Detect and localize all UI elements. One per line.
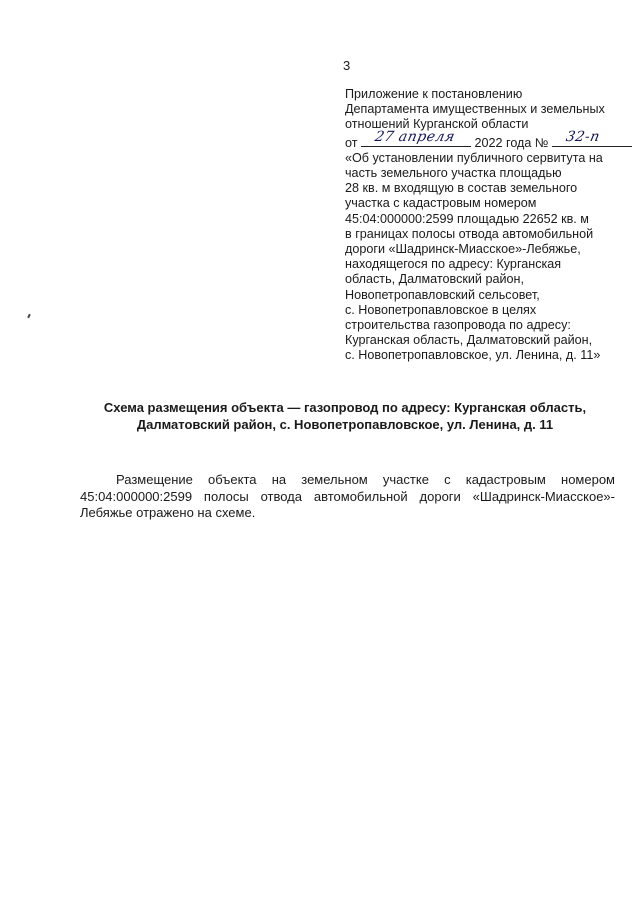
appendix-line-1: Приложение к постановлению: [345, 87, 523, 101]
body-paragraph: Размещение объекта на земельном участке с кадастровым номером 45:04:000000:2599 полосы отвода автомобильной дороги «Шадринск-Миасское»-Лебяжье отражено на схеме.: [80, 472, 615, 520]
handwritten-number: 32-п: [564, 129, 602, 146]
subject-line: находящегося по адресу: Курганская: [345, 257, 562, 272]
subject-line: 28 кв. м входящую в состав земельного: [345, 181, 578, 196]
appendix-header: [345, 87, 635, 364]
document-title: [60, 399, 630, 433]
subject-line: «Об установлении публичного сервитута на: [345, 150, 603, 165]
year-text: 2022 года №: [474, 135, 549, 150]
subject-line: с. Новопетропавловское в целях: [345, 302, 537, 317]
subject-line: с. Новопетропавловское, ул. Ленина, д. 11»: [345, 348, 601, 363]
subject-line: 45:04:000000:2599 площадью 22652 кв. м: [345, 211, 589, 226]
appendix-line-2: Департамента имущественных и земельных: [345, 102, 605, 117]
subject-line: участка с кадастровым номером: [345, 196, 537, 211]
subject-line: Новопетропавловский сельсовет,: [345, 287, 540, 302]
appendix-date-line: [345, 129, 635, 151]
subject-line: дороги «Шадринск-Миасское»-Лебяжье,: [345, 242, 581, 257]
date-field: [361, 129, 471, 147]
title-line-2: Далматовский район, с. Новопетропавловское, ул. Ленина, д. 11: [136, 417, 554, 432]
number-field: [552, 129, 632, 147]
subject-line: строительства газопровода по адресу:: [345, 318, 571, 333]
page-number: 3: [343, 58, 351, 73]
appendix-line-3: отношений Курганской области: [345, 117, 529, 132]
subject-line: область, Далматовский район,: [345, 272, 524, 287]
subject-line: в границах полосы отвода автомобильной: [345, 226, 594, 241]
subject-line: часть земельного участка площадью: [345, 166, 562, 181]
title-line-1: Схема размещения объекта — газопровод по адресу: Курганская область,: [103, 400, 587, 415]
handwritten-date: 27 апреля: [373, 129, 457, 146]
subject-line: Курганская область, Далматовский район,: [345, 333, 593, 348]
scan-speck: [27, 314, 31, 318]
date-prefix: от: [345, 135, 358, 150]
